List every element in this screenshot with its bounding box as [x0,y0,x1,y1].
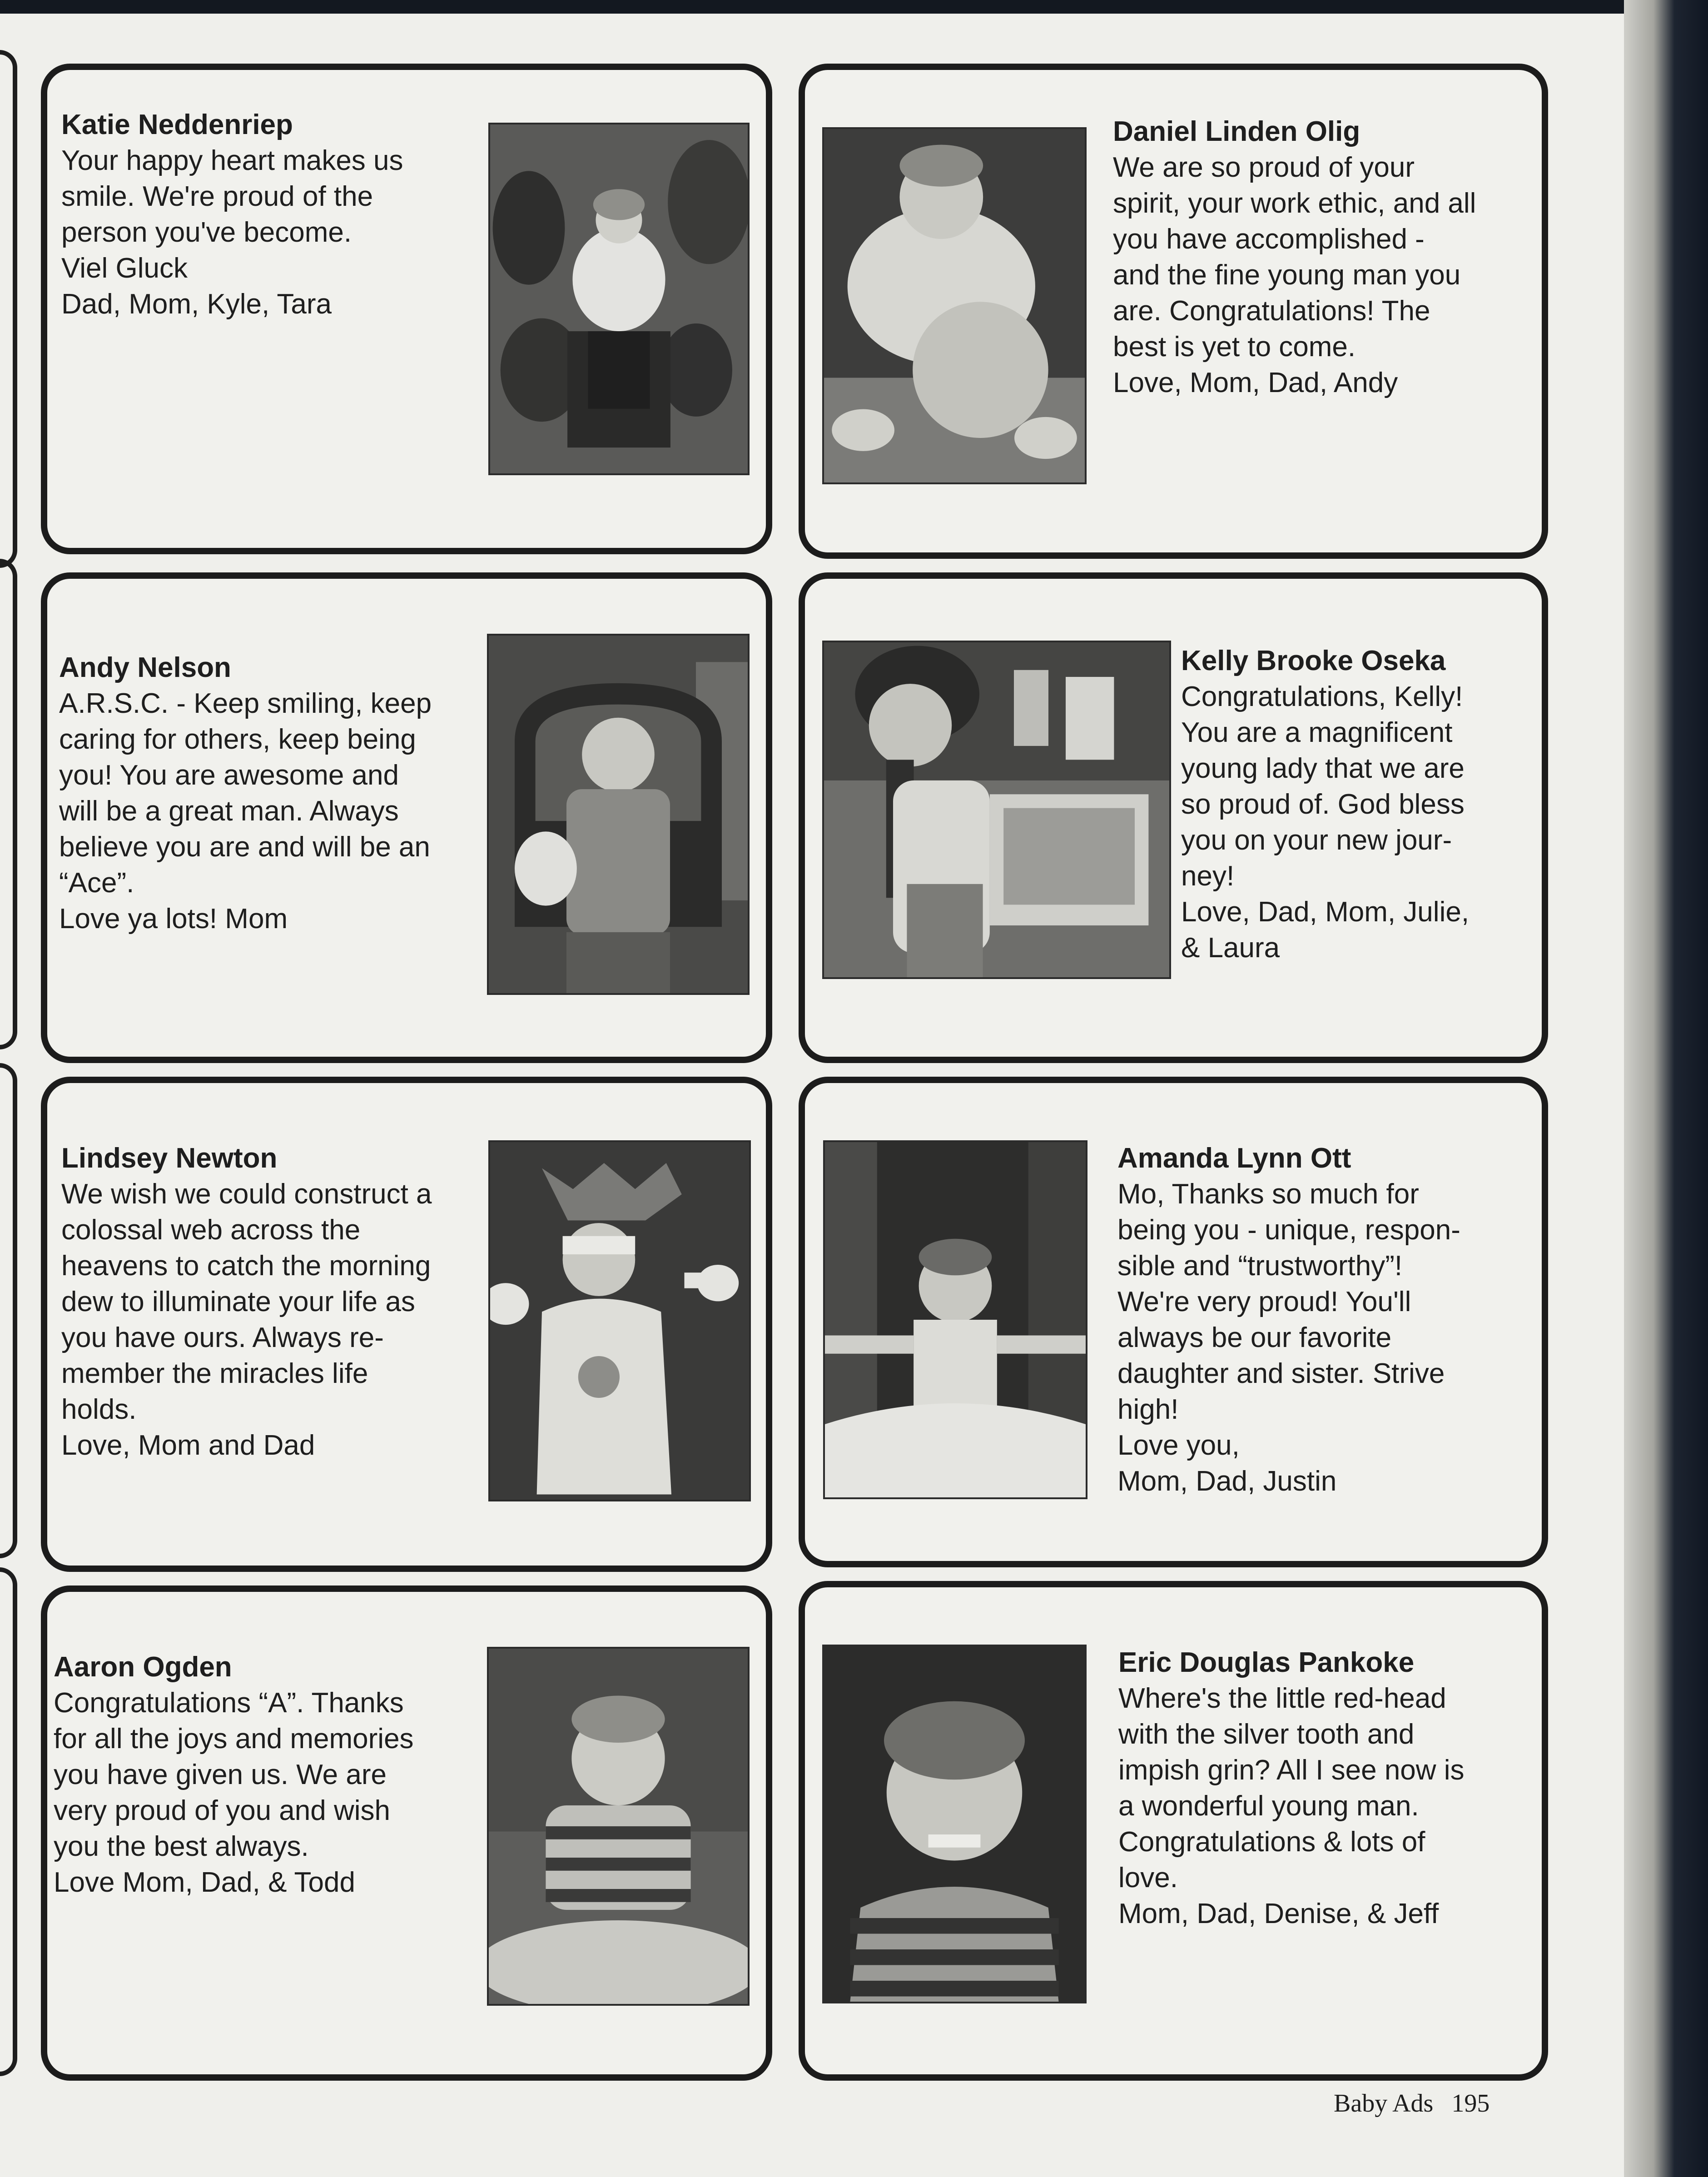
message-line: love. [1118,1862,1178,1894]
previous-page-card-edge [0,559,17,1049]
message-line: We're very proud! You'll [1117,1286,1411,1317]
message-line: We wish we could construct a [61,1178,432,1210]
baby-photo [487,1647,750,2006]
message-line: with the silver tooth and [1118,1719,1415,1750]
message-line: Your happy heart makes us [61,145,403,176]
message-line: young lady that we are [1181,753,1465,784]
student-name: Kelly Brooke Oseka [1181,645,1446,676]
message-line: spirit, your work ethic, and all [1113,188,1476,219]
ad-text [61,1140,432,1463]
previous-page-card-edge [0,1567,17,2076]
message-line: Dad, Mom, Kyle, Tara [61,288,332,320]
message-line: are. Congratulations! The [1113,295,1430,327]
baby-photo [822,641,1171,979]
message-line: believe you are and will be an [59,831,430,863]
baby-photo [823,1140,1087,1499]
message-line: best is yet to come. [1113,331,1356,363]
message-line: you! You are awesome and [59,760,399,791]
message-line: impish grin? All I see now is [1118,1755,1465,1786]
baby-photo [822,1645,1087,2003]
baby-photo [822,127,1087,484]
student-name: Eric Douglas Pankoke [1118,1647,1415,1678]
message-line: for all the joys and memories [54,1723,414,1755]
message-line: you have ours. Always re- [61,1322,384,1353]
previous-page-card-edge [0,50,17,568]
message-line: Congratulations “A”. Thanks [54,1687,404,1719]
message-line: Mo, Thanks so much for [1117,1178,1419,1210]
message-line: caring for others, keep being [59,724,416,755]
message-line: You are a magnificent [1181,717,1453,748]
message-line: person you've become. [61,217,352,248]
message-line: Congratulations & lots of [1118,1826,1425,1858]
message-line: dew to illuminate your life as [61,1286,415,1317]
message-line: colossal web across the [61,1214,361,1246]
message-line: Love, Mom, Dad, Andy [1113,367,1398,398]
message-line: Where's the little red-head [1118,1683,1446,1714]
message-line: smile. We're proud of the [61,181,373,212]
message-line: heavens to catch the morning [61,1250,431,1282]
message-line: you the best always. [54,1831,309,1862]
message-line: a wonderful young man. [1118,1790,1419,1822]
message-line: Mom, Dad, Denise, & Jeff [1118,1898,1439,1929]
message-line: Love you, [1117,1430,1240,1461]
baby-photo [488,1140,751,1501]
message-line: you on your new jour- [1181,825,1452,856]
ad-text [54,1649,414,1900]
message-line: you have accomplished - [1113,224,1425,255]
message-line: sible and “trustworthy”! [1117,1250,1403,1282]
ad-text [59,650,432,937]
message-line: Congratulations, Kelly! [1181,681,1463,712]
message-line: daughter and sister. Strive [1117,1358,1445,1389]
message-line: being you - unique, respon- [1117,1214,1460,1246]
student-name: Katie Neddenriep [61,109,293,140]
previous-page-card-edge [0,1063,17,1558]
baby-photo [488,123,750,475]
student-name: Andy Nelson [59,652,231,683]
message-line: so proud of. God bless [1181,789,1465,820]
message-line: Love ya lots! Mom [59,903,288,934]
ad-text [1118,1645,1465,1932]
message-line: Love, Dad, Mom, Julie, [1181,896,1470,928]
message-line: holds. [61,1394,137,1425]
message-line: Viel Gluck [61,253,188,284]
message-line: Love, Mom and Dad [61,1430,315,1461]
ad-text [1181,643,1469,966]
message-line: We are so proud of your [1113,152,1415,183]
section-title: Baby Ads [1334,2089,1434,2117]
yearbook-page [0,14,1638,2177]
message-line: very proud of you and wish [54,1795,390,1826]
message-line: Love Mom, Dad, & Todd [54,1867,355,1898]
message-line: ney! [1181,860,1235,892]
message-line: will be a great man. Always [59,795,399,827]
ad-text [1117,1140,1460,1499]
ad-text [61,107,403,322]
message-line: high! [1117,1394,1179,1425]
student-name: Lindsey Newton [61,1143,278,1174]
message-line: always be our favorite [1117,1322,1392,1353]
baby-photo [487,634,750,995]
message-line: you have given us. We are [54,1759,387,1790]
message-line: & Laura [1181,932,1280,964]
page-footer [1334,2089,1490,2118]
ad-text [1113,114,1476,401]
student-name: Daniel Linden Olig [1113,116,1360,147]
page-number: 195 [1451,2089,1490,2117]
message-line: “Ace”. [59,867,134,899]
message-line: member the miracles life [61,1358,368,1389]
message-line: Mom, Dad, Justin [1117,1466,1337,1497]
student-name: Amanda Lynn Ott [1117,1143,1351,1174]
message-line: and the fine young man you [1113,259,1461,291]
student-name: Aaron Ogden [54,1651,232,1683]
message-line: A.R.S.C. - Keep smiling, keep [59,688,432,719]
book-spine [1624,0,1708,2177]
